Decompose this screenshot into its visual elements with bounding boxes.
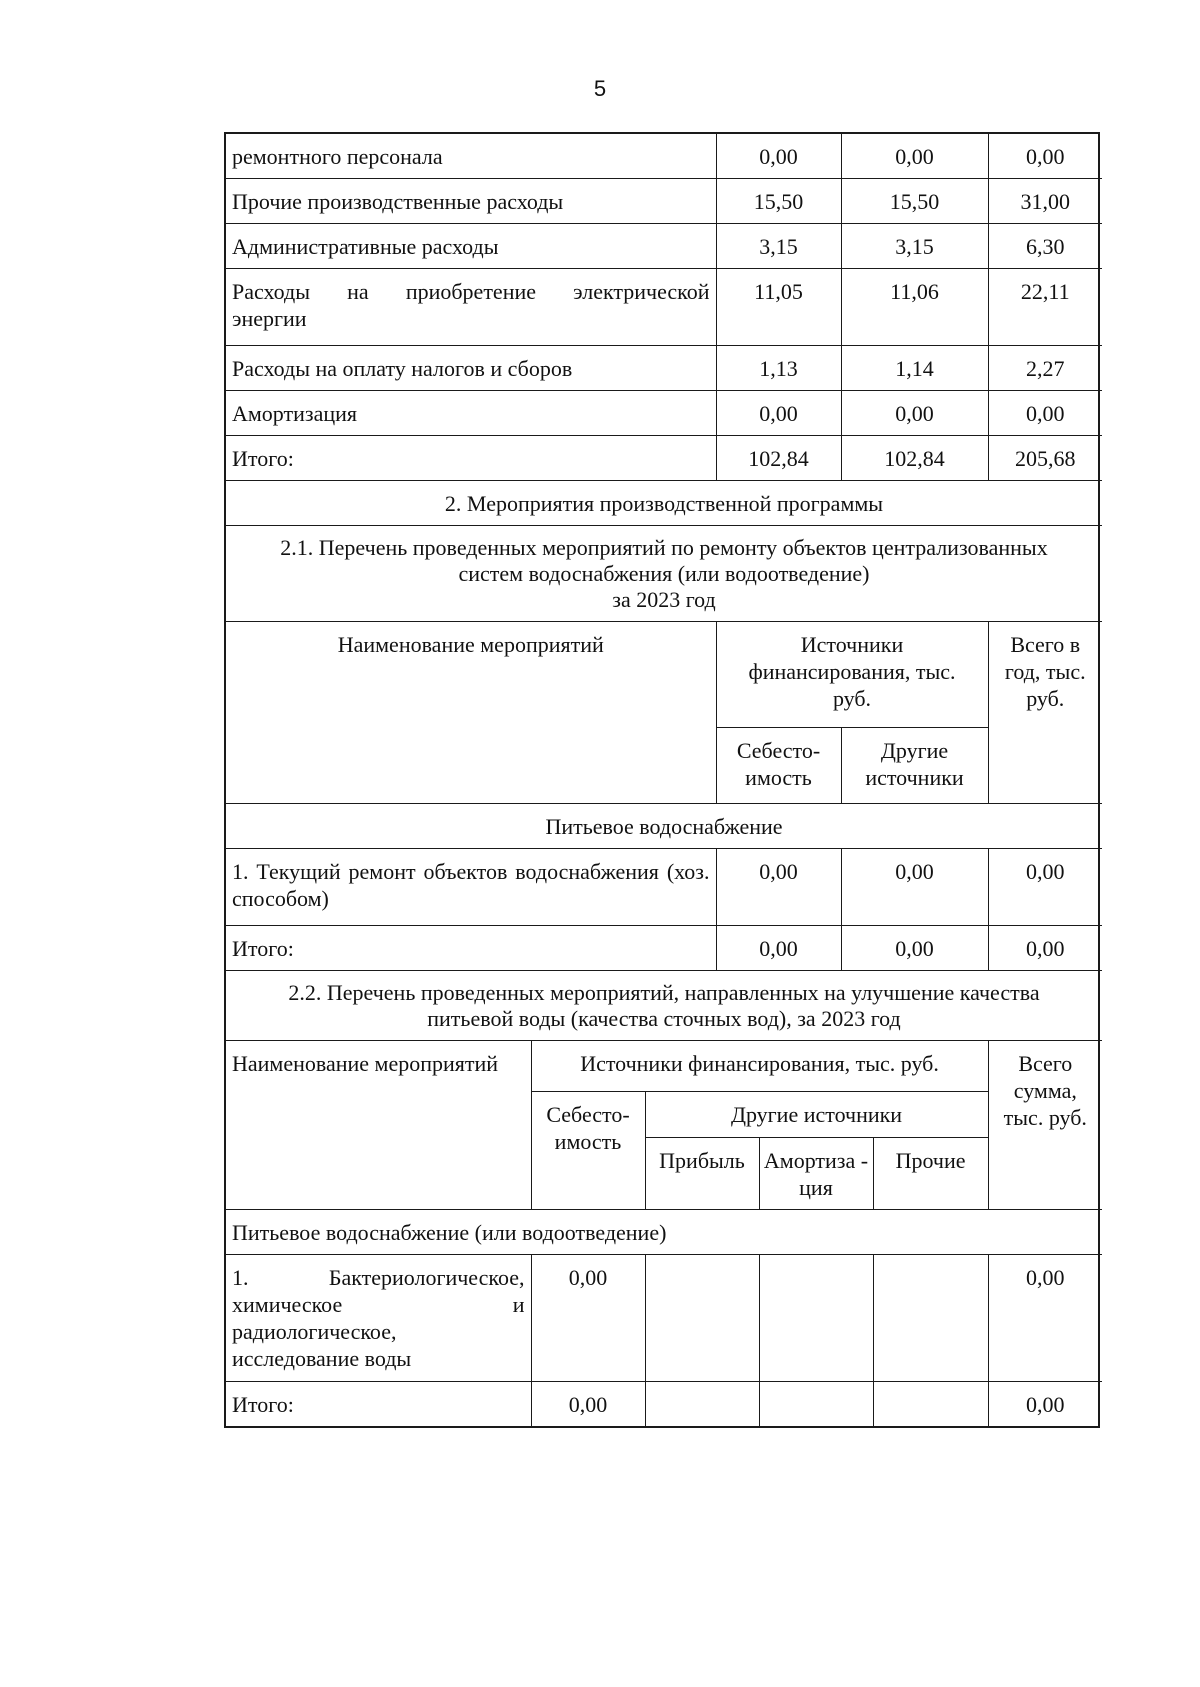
cost-value: 15,50 xyxy=(841,179,988,224)
cost-total: 205,68 xyxy=(988,436,1102,481)
column-header-name: Наименование мероприятий xyxy=(226,1041,531,1209)
total-amortization xyxy=(759,1381,873,1426)
cost-label: Итого: xyxy=(226,436,716,481)
column-header-cost: Себесто- имость xyxy=(716,728,841,804)
table-row xyxy=(226,1254,1102,1381)
cost-value: 0,00 xyxy=(716,134,841,179)
column-header-total: Всего сумма, тыс. руб. xyxy=(988,1041,1102,1209)
total-label: Итого: xyxy=(226,926,716,971)
total-total: 0,00 xyxy=(988,926,1102,971)
cost-total: 6,30 xyxy=(988,224,1102,269)
table-row xyxy=(226,481,1102,526)
table-row xyxy=(226,269,1102,346)
column-header-amortization: Амортиза - ция xyxy=(759,1137,873,1209)
cost-total: 0,00 xyxy=(988,134,1102,179)
document-table-frame xyxy=(224,132,1100,1428)
costs-table xyxy=(226,134,1102,1041)
activity-total: 0,00 xyxy=(988,1254,1102,1381)
cost-label: Амортизация xyxy=(226,391,716,436)
cost-value: 1,14 xyxy=(841,346,988,391)
column-header-profit: Прибыль xyxy=(645,1137,759,1209)
activity-label xyxy=(226,1254,531,1381)
section-title: 2. Мероприятия производственной программы xyxy=(226,481,1102,526)
column-header-sources: Источники финансирования, тыс. руб. xyxy=(531,1041,988,1091)
cost-value: 11,06 xyxy=(841,269,988,346)
activity-profit xyxy=(645,1254,759,1381)
cost-value: 102,84 xyxy=(841,436,988,481)
total-label: Итого: xyxy=(226,1381,531,1426)
activity-amortization xyxy=(759,1254,873,1381)
cost-total: 0,00 xyxy=(988,391,1102,436)
cost-total: 22,11 xyxy=(988,269,1102,346)
table-row xyxy=(226,391,1102,436)
total-misc xyxy=(873,1381,988,1426)
activity-label-line: радиологическое, xyxy=(232,1318,397,1344)
cost-value: 102,84 xyxy=(716,436,841,481)
total-profit xyxy=(645,1381,759,1426)
column-header-misc: Прочие xyxy=(873,1137,988,1209)
group-title: Питьевое водоснабжение (или водоотведение) xyxy=(226,1209,1102,1254)
activity-label-line: химическое и xyxy=(232,1291,525,1317)
table-row xyxy=(226,526,1102,622)
column-header-name: Наименование мероприятий xyxy=(226,622,716,804)
activity-label: 1. Текущий ремонт объектов водоснабжения (хоз. способом) xyxy=(226,849,716,926)
activity-cost: 0,00 xyxy=(716,849,841,926)
cost-label: Административные расходы xyxy=(226,224,716,269)
cost-value: 0,00 xyxy=(841,134,988,179)
cost-value: 0,00 xyxy=(841,391,988,436)
table-row xyxy=(226,179,1102,224)
table-row xyxy=(226,971,1102,1041)
total-other: 0,00 xyxy=(841,926,988,971)
cost-label: ремонтного персонала xyxy=(226,134,716,179)
subsection-title-line: питьевой воды (качества сточных вод), за 2023 год xyxy=(427,1006,901,1031)
cost-value: 11,05 xyxy=(716,269,841,346)
subsection-title-line: систем водоснабжения (или водоотведение) xyxy=(458,561,870,586)
column-header-total: Всего в год, тыс. руб. xyxy=(988,622,1102,804)
column-header-cost: Себесто- имость xyxy=(531,1091,645,1209)
total-total: 0,00 xyxy=(988,1381,1102,1426)
quality-activities-table xyxy=(226,1041,1102,1426)
subsection-title-line: за 2023 год xyxy=(612,587,716,612)
table-row xyxy=(226,134,1102,179)
cost-value: 1,13 xyxy=(716,346,841,391)
table-row xyxy=(226,926,1102,971)
column-header-other: Другие источники xyxy=(841,728,988,804)
subsection-title-line: 2.2. Перечень проведенных мероприятий, направленных на улучшение качества xyxy=(288,980,1040,1005)
cost-label: Прочие производственные расходы xyxy=(226,179,716,224)
cost-label: Расходы на оплату налогов и сборов xyxy=(226,346,716,391)
table-row xyxy=(226,346,1102,391)
page-number: 5 xyxy=(593,76,607,101)
cost-value: 3,15 xyxy=(841,224,988,269)
activity-label-line: 1. Бактериологическое, xyxy=(232,1264,525,1290)
table-row xyxy=(226,804,1102,849)
column-header-sources: Источники финансирования, тыс. руб. xyxy=(716,622,988,728)
cost-total: 2,27 xyxy=(988,346,1102,391)
table-header-row xyxy=(226,1041,1102,1091)
table-row xyxy=(226,224,1102,269)
column-header-other: Другие источники xyxy=(645,1091,988,1137)
table-row xyxy=(226,436,1102,481)
table-row xyxy=(226,1209,1102,1254)
activity-cost: 0,00 xyxy=(531,1254,645,1381)
table-row xyxy=(226,849,1102,926)
cost-total: 31,00 xyxy=(988,179,1102,224)
cost-label-line: Расходы на приобретение электрической xyxy=(232,279,710,304)
cost-value: 15,50 xyxy=(716,179,841,224)
subsection-title xyxy=(226,526,1102,622)
cost-value: 3,15 xyxy=(716,224,841,269)
activity-other: 0,00 xyxy=(841,849,988,926)
subsection-title-line: 2.1. Перечень проведенных мероприятий по ремонту объектов централизованных xyxy=(280,535,1048,560)
cost-value: 0,00 xyxy=(716,391,841,436)
total-cost: 0,00 xyxy=(716,926,841,971)
table-header-row xyxy=(226,622,1102,728)
cost-label-line: энергии xyxy=(232,306,307,331)
subsection-title xyxy=(226,971,1102,1041)
total-cost: 0,00 xyxy=(531,1381,645,1426)
activity-misc xyxy=(873,1254,988,1381)
table-row xyxy=(226,1381,1102,1426)
activity-label-line: исследование воды xyxy=(232,1345,412,1371)
cost-label xyxy=(226,269,716,346)
group-title: Питьевое водоснабжение xyxy=(226,804,1102,849)
activity-total: 0,00 xyxy=(988,849,1102,926)
